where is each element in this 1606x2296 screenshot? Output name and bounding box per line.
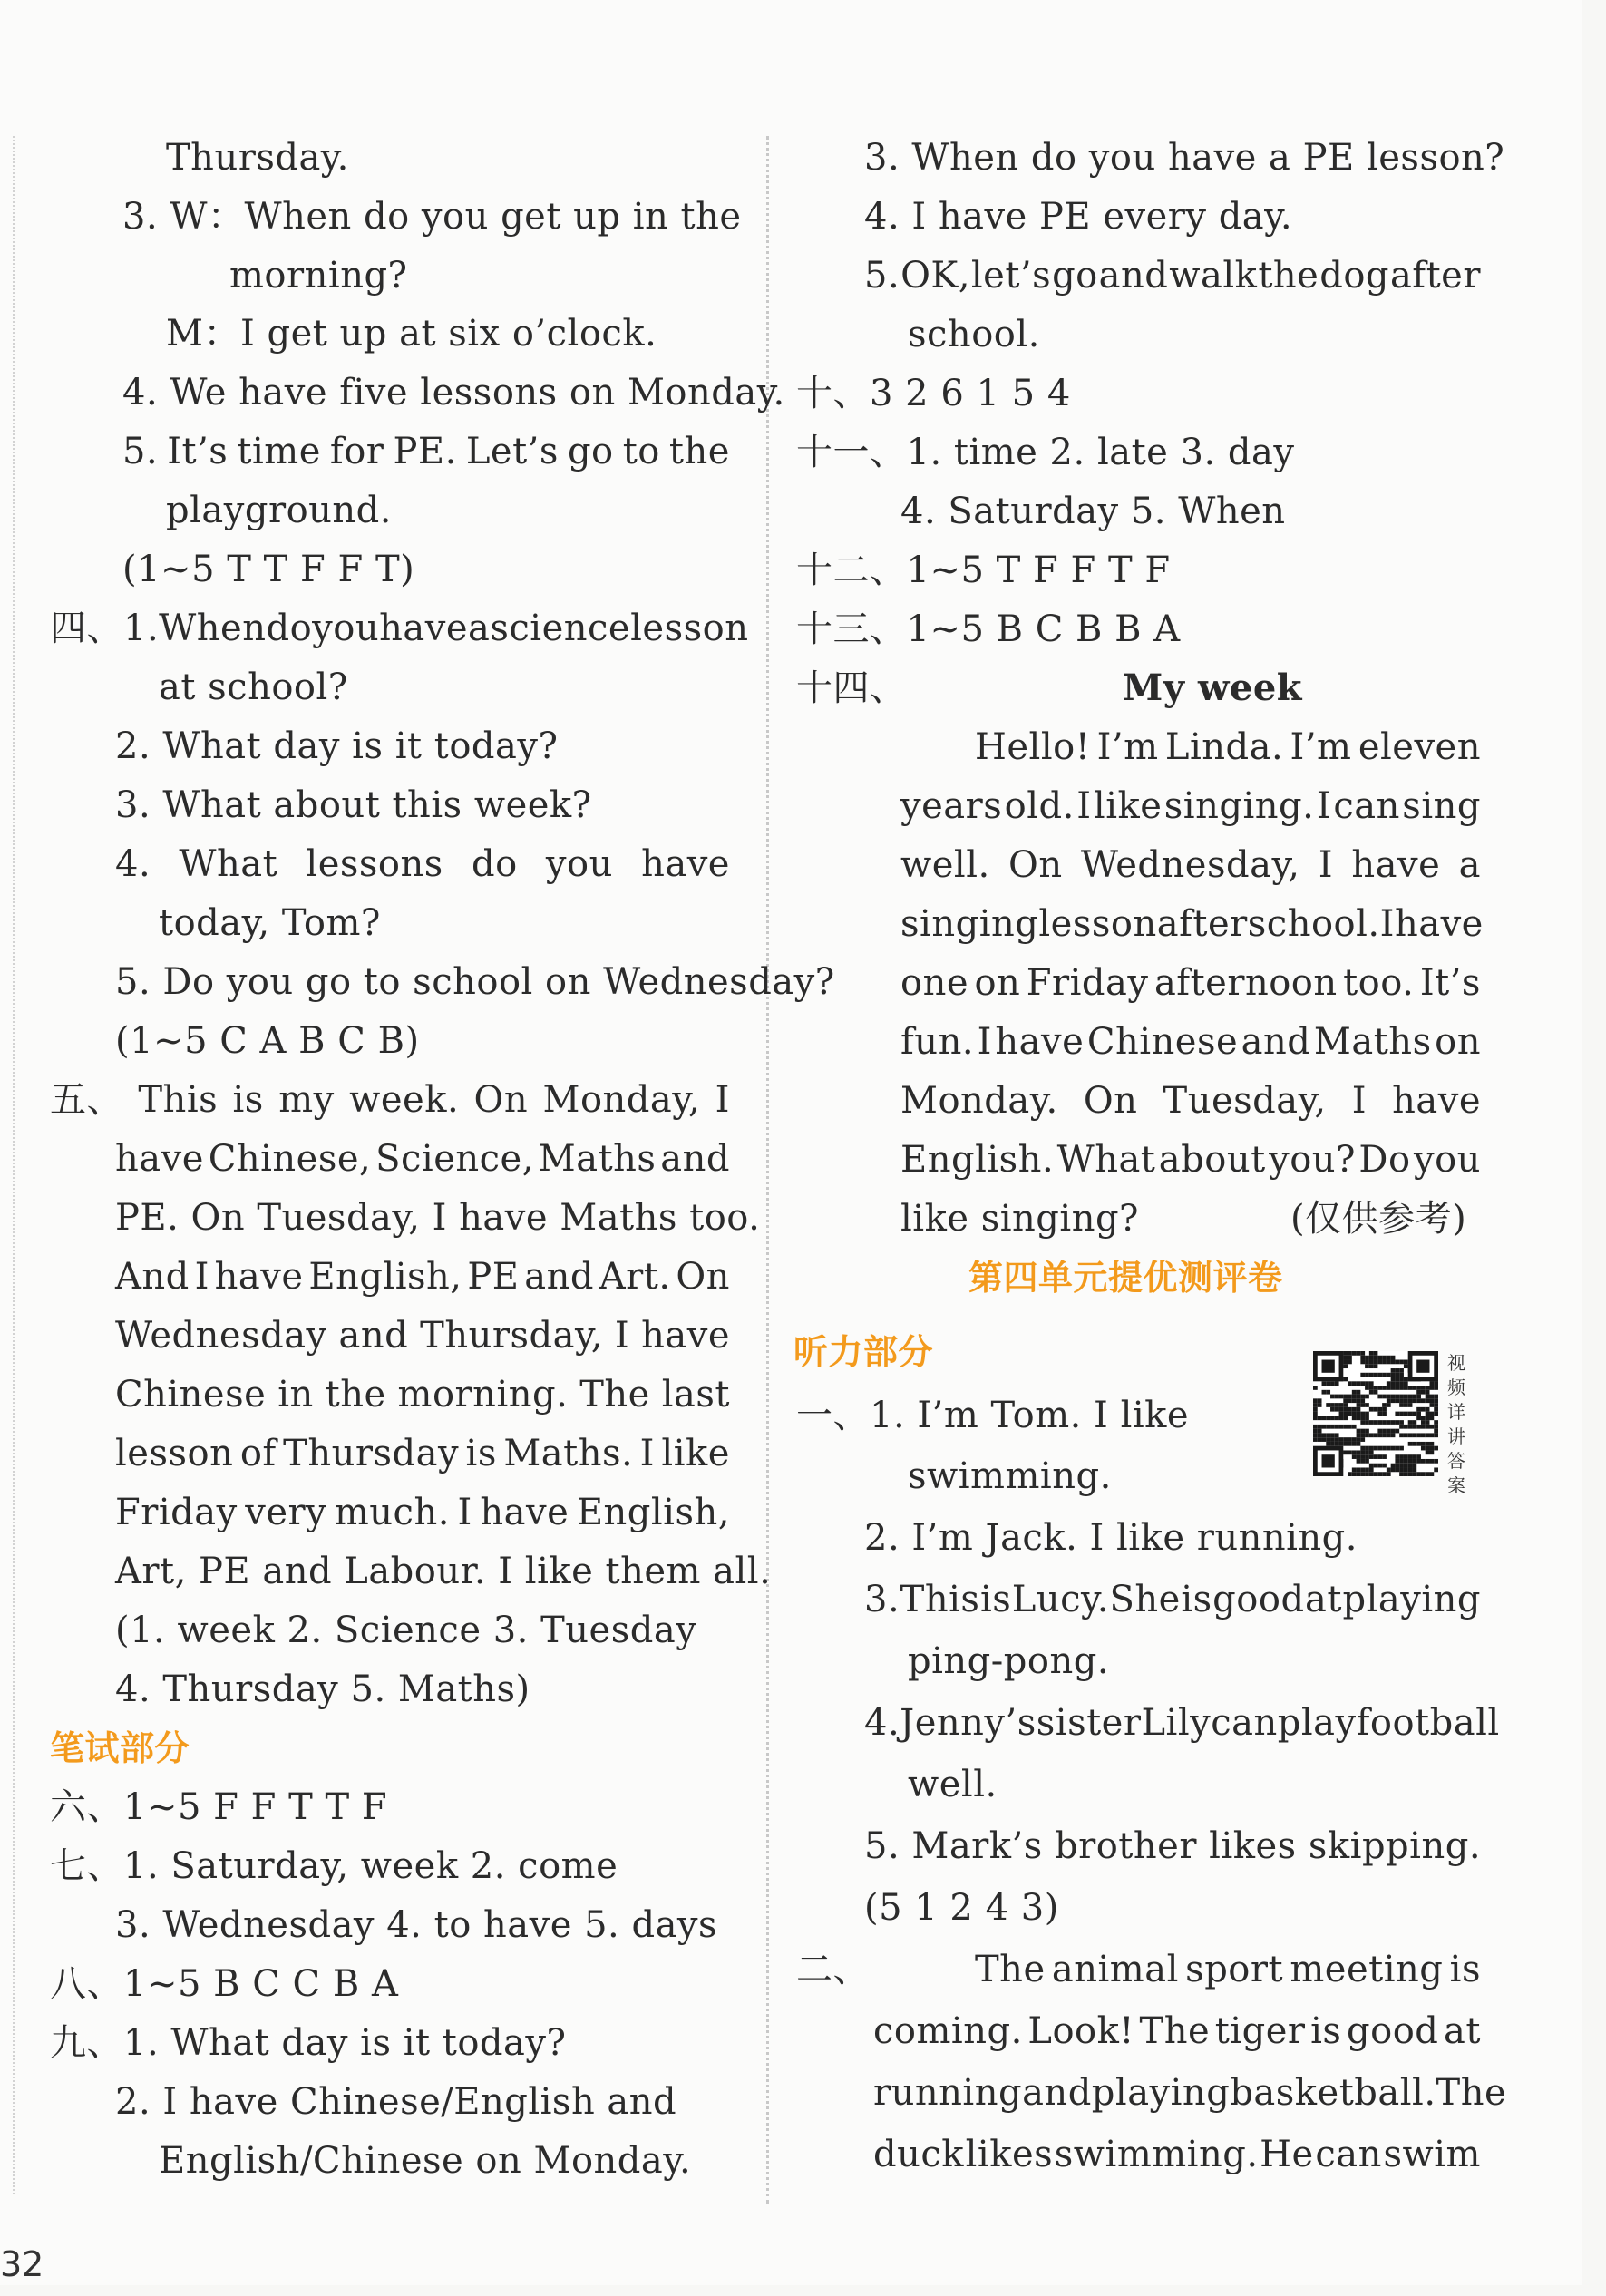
left-column-line: 2. I have Chinese/English and [115,2081,677,2123]
left-column-line: M：I get up at six o’clock. [166,313,657,355]
right-column-line: Hello! I’m Linda. I’m eleven [975,726,1481,768]
right-column-line: coming. Look! The tiger is good at [873,2010,1481,2052]
right-column-line: 4. Jenny’s sister Lily can play football [864,1702,1500,1744]
left-column-line: 5. Do you go to school on Wednesday? [115,961,835,1003]
right-column-line: 一、1. I’m Tom. I like [796,1395,1190,1436]
left-column-line: Chinese in the morning. The last [115,1374,730,1416]
left-column-line: 六、1~5 F F T T F [50,1786,388,1828]
right-column-line: 4. Saturday 5. When [900,491,1286,532]
right-column-line: singing lesson after school. I have [900,903,1484,945]
left-column-line: Art, PE and Labour. I like them all. [115,1551,772,1592]
right-column-line: running and playing basketball. The [873,2072,1507,2114]
right-column-line: well. [908,1764,998,1805]
left-column-line: 3. Wednesday 4. to have 5. days [115,1904,718,1946]
left-column-line: 八、1~5 B C C B A [50,1963,399,2005]
left-column-line: 九、1. What day is it today? [50,2022,567,2064]
left-column-line: have Chinese, Science, Maths and [115,1138,730,1180]
left-column-line: 4. We have five lessons on Monday. [122,372,785,413]
right-column-line: swimming. [908,1455,1112,1497]
right-column-line: My week [1123,666,1302,709]
left-column-line: (1. week 2. Science 3. Tuesday [115,1610,697,1651]
right-column-line: fun. I have Chinese and Maths on [900,1021,1481,1063]
right-column-line: 3. When do you have a PE lesson? [864,137,1505,179]
left-column-line: 2. What day is it today? [115,725,559,767]
right-column-line: 4. I have PE every day. [864,196,1293,238]
right-column-line: 5. Mark’s brother likes skipping. [864,1825,1482,1867]
page-number: 32 [0,2244,44,2284]
left-column-line: And I have English, PE and Art. On [115,1256,730,1298]
right-column-line: school. [908,314,1040,355]
left-column-line: 七、1. Saturday, week 2. come [50,1845,618,1887]
column-divider [766,136,769,2204]
left-column-line: 四、1. When do you have a science lesson [50,608,749,649]
right-column-line: 十四、 [796,667,907,709]
right-column-line: 二、 [796,1949,870,1990]
right-column-line: 听力部分 [793,1332,934,1372]
left-column-line: PE. On Tuesday, I have Maths too. [115,1197,761,1239]
left-column-line: (1~5 T T F F T) [122,549,415,590]
right-column-line: 十二、1~5 T F F T F [796,550,1171,591]
right-column-line: Monday. On Tuesday, I have [900,1080,1481,1122]
left-column-line: 3. W：When do you get up in the [122,196,742,238]
left-column-line: 笔试部分 [50,1728,190,1768]
left-margin-rule [13,136,15,2194]
left-column-line: (1~5 C A B C B) [115,1020,420,1062]
left-column-line: today, Tom? [159,902,381,944]
left-column-line: Thursday. [166,137,349,179]
left-column-line: Wednesday and Thursday, I have [115,1315,730,1357]
right-column-line: one on Friday afternoon too. It’s [900,962,1481,1004]
right-column-line: English. What about you? Do you [900,1139,1481,1181]
right-column-line: duck likes swimming. He can swim [873,2134,1481,2175]
left-column-line: 4. What lessons do you have [115,843,730,885]
right-column-line: 5. OK, let’s go and walk the dog after [864,255,1481,297]
left-column-line: 五、 This is my week. On Monday, I [50,1079,730,1121]
right-column-line: 十、3 2 6 1 5 4 [796,373,1071,414]
left-column-line: morning? [229,255,408,297]
right-column-line: 2. I’m Jack. I like running. [864,1517,1358,1559]
right-column-line: (5 1 2 4 3) [864,1887,1059,1929]
left-column-line: English/Chinese on Monday. [159,2140,692,2182]
left-column-line: 5. It’s time for PE. Let’s go to the [122,431,730,472]
qr-code-label: 视频详讲答案 [1447,1352,1465,1496]
right-column-line: ping-pong. [908,1640,1110,1682]
left-column-line: 3. What about this week? [115,784,592,826]
left-column-line: at school? [159,666,348,708]
right-column-line: 第四单元提优测评卷 [968,1258,1283,1298]
right-column-line: like singing? [900,1198,1140,1240]
right-column-line: well. On Wednesday, I have a [900,844,1481,886]
left-column-line: lesson of Thursday is Maths. I like [115,1433,730,1474]
left-column-line: playground. [166,490,392,531]
right-column-line: The animal sport meeting is [975,1949,1481,1990]
qr-code-icon[interactable] [1313,1351,1438,1476]
right-column-line: 十一、1. time 2. late 3. day [796,432,1295,473]
right-column-line: (仅供参考) [1290,1198,1467,1240]
right-column-line: 3. This is Lucy. She is good at playing [864,1579,1481,1620]
left-column-line: Friday very much. I have English, [115,1492,730,1533]
right-column-line: years old. I like singing. I can sing [900,785,1481,827]
left-column-line: 4. Thursday 5. Maths) [115,1668,530,1710]
right-column-line: 十三、1~5 B C B B A [796,608,1181,650]
